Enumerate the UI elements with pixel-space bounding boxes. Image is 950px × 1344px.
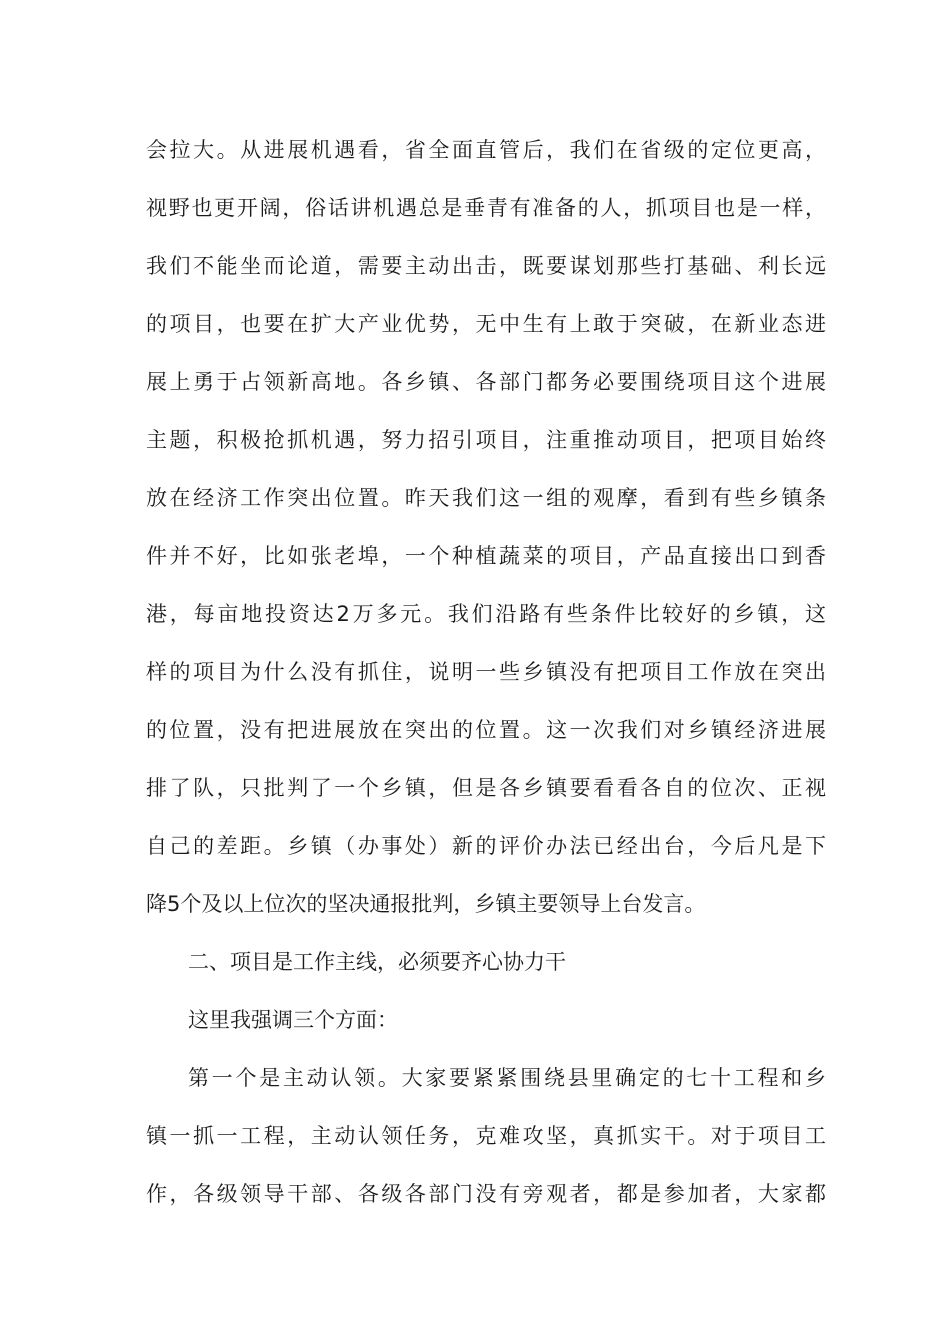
text-line: 自己的差距。乡镇（办事处）新的评价办法已经出台，今后凡是下	[146, 834, 826, 858]
text-line: 排了队，只批判了一个乡镇，但是各乡镇要看看各自的位次、正视	[146, 776, 826, 800]
text-line: 港，每亩地投资达2万多元。我们沿路有些条件比较好的乡镇，这	[146, 602, 826, 626]
text-line: 这里我强调三个方面：	[188, 1008, 398, 1032]
text-line: 镇一抓一工程，主动认领任务，克难攻坚，真抓实干。对于项目工	[146, 1124, 826, 1148]
text-line: 的项目，也要在扩大产业优势，无中生有上敢于突破，在新业态进	[146, 312, 826, 336]
text-line: 的位置，没有把进展放在突出的位置。这一次我们对乡镇经济进展	[146, 718, 826, 742]
text-line: 放在经济工作突出位置。昨天我们这一组的观摩，看到有些乡镇条	[146, 486, 826, 510]
text-line: 视野也更开阔，俗话讲机遇总是垂青有准备的人，抓项目也是一样，	[146, 196, 826, 220]
text-line: 主题，积极抢抓机遇，努力招引项目，注重推动项目，把项目始终	[146, 428, 826, 452]
text-line: 降5个及以上位次的坚决通报批判，乡镇主要领导上台发言。	[146, 892, 706, 916]
text-line: 作，各级领导干部、各级各部门没有旁观者，都是参加者，大家都	[146, 1182, 826, 1206]
text-line: 会拉大。从进展机遇看，省全面直管后，我们在省级的定位更高，	[146, 138, 826, 162]
text-line: 件并不好，比如张老埠，一个种植蔬菜的项目，产品直接出口到香	[146, 544, 826, 568]
text-line: 样的项目为什么没有抓住，说明一些乡镇没有把项目工作放在突出	[146, 660, 826, 684]
section-heading: 二、项目是工作主线，必须要齐心协力干	[188, 950, 566, 974]
text-line: 展上勇于占领新高地。各乡镇、各部门都务必要围绕项目这个进展	[146, 370, 826, 394]
text-line: 第一个是主动认领。大家要紧紧围绕县里确定的七十工程和乡	[188, 1066, 826, 1090]
text-line: 我们不能坐而论道，需要主动出击，既要谋划那些打基础、利长远	[146, 254, 826, 278]
body-text	[146, 128, 826, 1230]
